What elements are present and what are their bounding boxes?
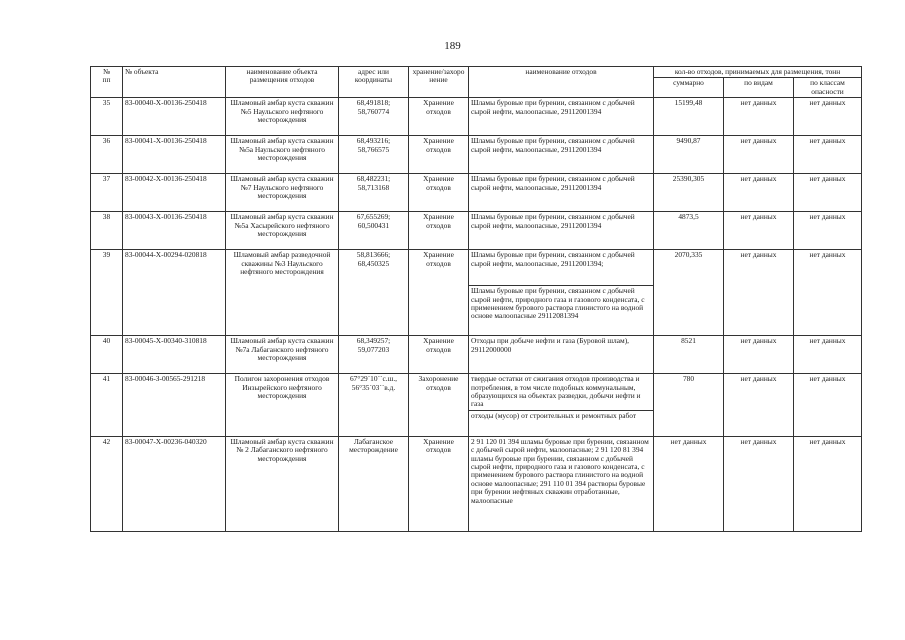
storage-type: Хранение отходов [409, 436, 469, 531]
quantity-by-class: нет данных [794, 174, 862, 212]
quantity-by-type: нет данных [724, 174, 794, 212]
waste-name: Шламы буровые при бурении, связанном с добычей сырой нефти, малоопасные, 29112001394 [469, 98, 654, 136]
storage-type: Хранение отходов [409, 98, 469, 136]
quantity-by-class: нет данных [794, 336, 862, 374]
quantity-total: 2070,335 [654, 250, 724, 336]
object-address: 68,491818; 58,760774 [339, 98, 409, 136]
header-quantity-group: кол-во отходов, принимаемых для размещения, тонн [654, 67, 862, 78]
table-row [91, 98, 862, 136]
object-address: Лабаганское месторождение [339, 436, 409, 531]
table-row [91, 374, 862, 411]
row-num: 35 [91, 98, 123, 136]
table-row [91, 436, 862, 531]
header-total: суммарно [654, 78, 724, 98]
object-number: 83-00041-Х-00136-250418 [123, 136, 226, 174]
storage-type: Хранение отходов [409, 174, 469, 212]
quantity-total: 8521 [654, 336, 724, 374]
header-waste-name: наименование отходов [469, 67, 654, 98]
table-header-row [91, 67, 862, 78]
object-number: 83-00043-Х-00136-250418 [123, 212, 226, 250]
object-address: 67,655269; 60,500431 [339, 212, 409, 250]
waste-name: отходы (мусор) от строительных и ремонтных работ [469, 410, 654, 436]
waste-name: 2 91 120 01 394 шламы буровые при бурении, связанном с добычей сырой нефти, малоопасные; 2 91 120 81 394 шламы буровые при бурении, связанном с добычей сырой нефти, природного газа и газового конденсата, с применением бурового раствора глинистого на водной основе малоопасные; 291 110 01 394 растворы буровые при бурении нефтяных скважин отработанные, малоопасные [469, 436, 654, 531]
waste-name: Шламы буровые при бурении, связанном с добычей сырой нефти, малоопасные, 29112001394 [469, 136, 654, 174]
quantity-by-type: нет данных [724, 212, 794, 250]
waste-name: Шламы буровые при бурении, связанном с добычей сырой нефти, малоопасные, 29112001394 [469, 174, 654, 212]
header-object-name: наименование объекта размещения отходов [226, 67, 339, 98]
storage-type: Хранение отходов [409, 250, 469, 336]
object-number: 83-00042-Х-00136-250418 [123, 174, 226, 212]
table-row [91, 136, 862, 174]
header-num: № пп [91, 67, 123, 98]
object-name: Шламовый амбар куста скважин №5 Наульского нефтяного месторождения [226, 98, 339, 136]
row-num: 41 [91, 374, 123, 437]
waste-name: Отходы при добыче нефти и газа (Буровой шлам), 29112000000 [469, 336, 654, 374]
table-row [91, 336, 862, 374]
quantity-total: 25390,305 [654, 174, 724, 212]
row-num: 36 [91, 136, 123, 174]
quantity-total: 15199,48 [654, 98, 724, 136]
storage-type: Хранение отходов [409, 212, 469, 250]
quantity-by-class: нет данных [794, 98, 862, 136]
object-address: 68,493216; 58,766575 [339, 136, 409, 174]
row-num: 37 [91, 174, 123, 212]
object-number: 83-00047-Х-00236-040320 [123, 436, 226, 531]
row-num: 42 [91, 436, 123, 531]
header-by-class: по классам опасности [794, 78, 862, 98]
quantity-by-class: нет данных [794, 212, 862, 250]
quantity-by-type: нет данных [724, 98, 794, 136]
waste-name: Шламы буровые при бурении, связанном с добычей сырой нефти, малоопасные, 29112001394 [469, 212, 654, 250]
object-name: Шламовый амбар куста скважин №5а Наульского нефтяного месторождения [226, 136, 339, 174]
quantity-by-class: нет данных [794, 250, 862, 336]
row-num: 38 [91, 212, 123, 250]
waste-name: Шламы буровые при бурении, связанном с добычей сырой нефти, природного газа и газового конденсата, с применением бурового раствора глинистого на водной основе малоопасные 29112081394 [469, 286, 654, 336]
object-address: 67°29´10´´с.ш., 56°35´03´´в.д. [339, 374, 409, 437]
object-name: Полигон захоронения отходов Инзырейского нефтяного месторождения [226, 374, 339, 437]
object-number: 83-00044-Х-00294-020818 [123, 250, 226, 336]
row-num: 39 [91, 250, 123, 336]
object-name: Шламовый амбар куста скважин № 2 Лабаганского нефтяного месторождения [226, 436, 339, 531]
quantity-by-class: нет данных [794, 374, 862, 437]
object-name: Шламовый амбар куста скважин №5а Хасырейского нефтяного месторождения [226, 212, 339, 250]
quantity-total: нет данных [654, 436, 724, 531]
table-row [91, 212, 862, 250]
quantity-by-type: нет данных [724, 250, 794, 336]
quantity-by-type: нет данных [724, 136, 794, 174]
storage-type: Хранение отходов [409, 136, 469, 174]
storage-type: Хранение отходов [409, 336, 469, 374]
object-name: Шламовый амбар разведочной скважины №3 Наульского нефтяного месторождения [226, 250, 339, 336]
quantity-by-class: нет данных [794, 436, 862, 531]
object-number: 83-00040-Х-00136-250418 [123, 98, 226, 136]
waste-name: Шламы буровые при бурении, связанном с добычей сырой нефти, малоопасные, 29112001394; [469, 250, 654, 286]
quantity-by-class: нет данных [794, 136, 862, 174]
header-storage: хранение/захоро нение [409, 67, 469, 98]
table-row [91, 250, 862, 286]
storage-type: Захоронение отходов [409, 374, 469, 437]
row-num: 40 [91, 336, 123, 374]
waste-name: твердые остатки от сжигания отходов производства и потребления, в том числе подобных коммунальным, образующихся на объектах разведки, добычи нефти и газа [469, 374, 654, 411]
object-address: 58,813666; 68,450325 [339, 250, 409, 336]
page-number: 189 [444, 40, 461, 52]
object-number: 83-00046-З-00565-291218 [123, 374, 226, 437]
quantity-total: 780 [654, 374, 724, 437]
quantity-by-type: нет данных [724, 374, 794, 437]
object-address: 68,349257; 59,077203 [339, 336, 409, 374]
header-by-type: по видам [724, 78, 794, 98]
quantity-by-type: нет данных [724, 436, 794, 531]
waste-objects-table [90, 66, 862, 532]
header-object-no: № объекта [123, 67, 226, 98]
object-number: 83-00045-Х-00340-310818 [123, 336, 226, 374]
object-address: 68,482231; 58,713168 [339, 174, 409, 212]
quantity-total: 9490,87 [654, 136, 724, 174]
object-name: Шламовый амбар куста скважин №7 Наульского нефтяного месторождения [226, 174, 339, 212]
quantity-total: 4873,5 [654, 212, 724, 250]
object-name: Шламовый амбар куста скважин №7а Лабаганского нефтяного месторождения [226, 336, 339, 374]
table-row [91, 174, 862, 212]
header-address: адрес или координаты [339, 67, 409, 98]
quantity-by-type: нет данных [724, 336, 794, 374]
